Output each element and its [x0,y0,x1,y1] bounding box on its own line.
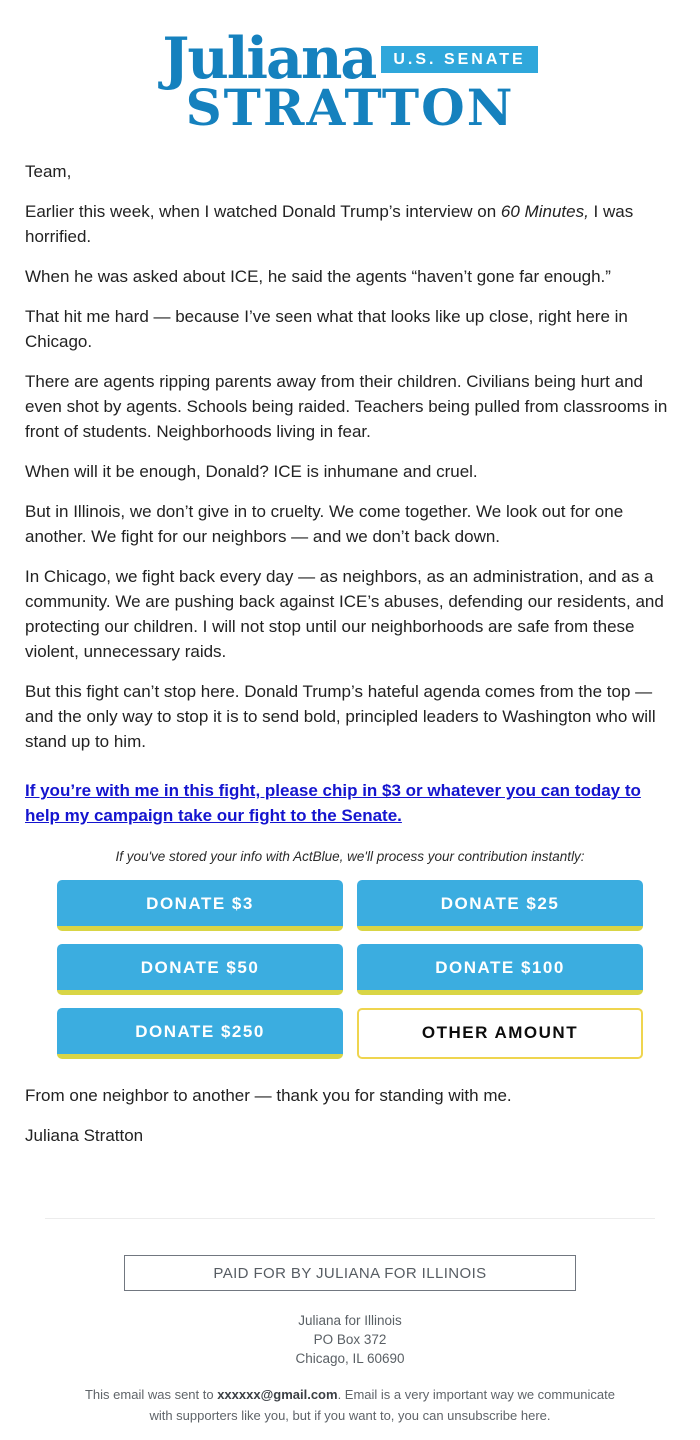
legal-unsubscribe-text [80,1384,620,1440]
legal-pre: This email was sent to [84,1387,218,1402]
recipient-email-link[interactable]: xxxxxx@gmail.com [217,1387,338,1402]
paragraph-hit-hard: That hit me hard — because I’ve seen what that looks like up close, right here in Chicago. [25,307,628,351]
signature: Juliana Stratton [25,1126,144,1145]
logo-senate-badge: U.S. SENATE [381,46,537,73]
paid-for-disclaimer-box: PAID FOR BY JULIANA FOR ILLINOIS [124,1255,576,1291]
donate-3-button[interactable]: DONATE $3 [57,880,343,931]
email-content [0,159,700,1148]
legal-post: . [546,1408,551,1423]
mailing-address [0,1311,700,1368]
donate-250-button[interactable]: DONATE $250 [57,1008,343,1059]
paragraph-chicago: In Chicago, we fight back every day — as neighbors, as an administration, and as a community. We are pushing back against ICE’s abuses, defending our residents, and protecting our children. I will not stop until our neighborhoods are safe from these violent, unnecessary raids. [25,567,664,661]
address-city: Chicago, IL 60690 [295,1351,405,1366]
paragraph-enough: When will it be enough, Donald? ICE is inhumane and cruel. [25,462,478,481]
donate-button-grid [57,880,643,1059]
actblue-note: If you've stored your info with ActBlue, we'll process your contribution instantly: [115,849,585,864]
paragraph-illinois: But in Illinois, we don’t give in to cruelty. We come together. We look out for one another. We fight for our neighbors — and we don’t back down. [25,502,624,546]
donate-100-button[interactable]: DONATE $100 [357,944,643,995]
chip-in-link[interactable]: If you’re with me in this fight, please chip in $3 or whatever you can today to help my campaign take our fight to the Senate. [25,781,641,825]
address-org: Juliana for Illinois [298,1313,402,1328]
paragraph-fight: But this fight can’t stop here. Donald Trump’s hateful agenda comes from the top — and the only way to stop it is to send bold, principled leaders to Washington who will stand up to him. [25,682,656,751]
donate-25-button[interactable]: DONATE $25 [357,880,643,931]
paragraph-interview [25,199,675,249]
paragraph-agents: There are agents ripping parents away from their children. Civilians being hurt and even shot by agents. Schools being raided. Teachers being pulled from classrooms in front of students. Neighborhoods living in fear. [25,372,668,441]
paragraph-ice-quote: When he was asked about ICE, he said the agents “haven’t gone far enough.” [25,267,611,286]
unsubscribe-link[interactable]: unsubscribe here [447,1408,547,1423]
other-amount-button[interactable]: OTHER AMOUNT [357,1008,643,1059]
paragraph-interview-post: I was horrified. [25,202,634,246]
email-footer [0,1218,700,1440]
greeting: Team, [25,162,72,181]
legal-mid: . Email is a very important way we communicate with supporters like you, but if you want to, you can [149,1387,615,1423]
show-title-italic: 60 Minutes, [500,202,589,221]
logo-last-name: STRATTON [185,78,515,137]
donate-50-button[interactable]: DONATE $50 [57,944,343,995]
campaign-logo [0,25,700,137]
logo-first-name: Juliana [162,25,376,92]
paragraph-interview-pre: Earlier this week, when I watched Donald Trump’s interview on [25,202,501,221]
closing-line: From one neighbor to another — thank you for standing with me. [25,1086,512,1105]
footer-divider [45,1218,655,1219]
address-po-box: PO Box 372 [313,1332,387,1347]
